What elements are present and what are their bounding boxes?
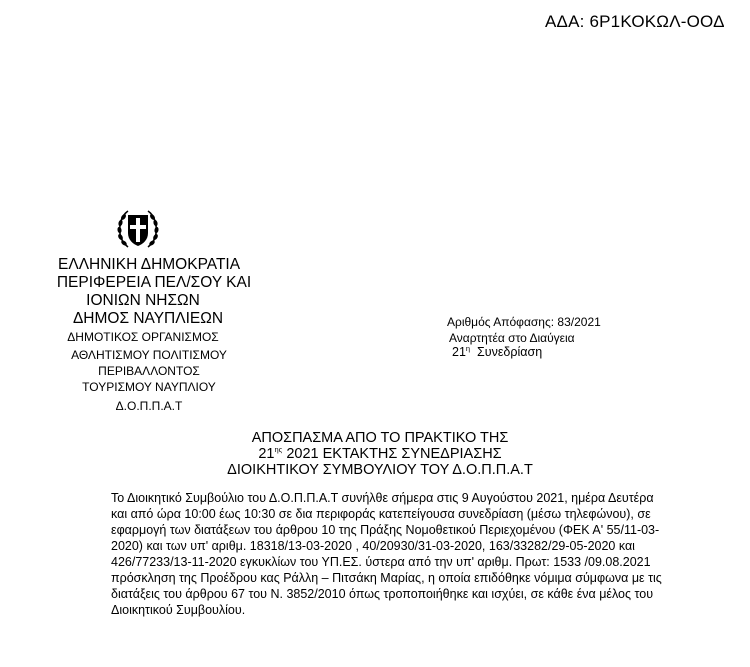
title-line-3: ΔΙΟΙΚΗΤΙΚΟΥ ΣΥΜΒΟΥΛΙΟΥ ΤΟΥ Δ.Ο.Π.Π.Α.Τ bbox=[227, 462, 533, 478]
title-line-2: $21^{\eta\varsigma}$ 2021 ΕΚΤΑΚΤΗΣ ΣΥΝΕΔΡΙΑΣΗΣ bbox=[258, 445, 502, 462]
posting-note: Αναρτητέα στο Διαύγεια bbox=[449, 331, 575, 345]
ada-code: ΑΔΑ: 6Ρ1ΚΟΚΩΛ-ΟΟΔ bbox=[545, 12, 725, 31]
body-line: Διοικητικού Συμβουλίου. bbox=[111, 603, 246, 617]
header-line-4: ΔΗΜΟΣ ΝΑΥΠΛΙΕΩΝ bbox=[72, 310, 224, 327]
header-line-7: ΠΕΡΙΒΑΛΛΟΝΤΟΣ bbox=[98, 364, 200, 378]
header-line-8: ΤΟΥΡΙΣΜΟΥ ΝΑΥΠΛΙΟΥ bbox=[82, 380, 216, 394]
header-line-2: ΠΕΡΙΦΕΡΕΙΑ ΠΕΛ/ΣΟΥ ΚΑΙ bbox=[56, 274, 252, 291]
session-number: $21^\eta$ Συνεδρίαση bbox=[452, 343, 543, 359]
body-line: 2020) και των υπ' αριθμ. 18318/13-03-2020 , 40/20930/31-03-2020, 163/33282/29-05-2020 και bbox=[111, 539, 635, 553]
title-line-1: ΑΠΟΣΠΑΣΜΑ ΑΠΟ ΤΟ ΠΡΑΚΤΙΚΟ ΤΗΣ bbox=[251, 430, 509, 446]
body-line: 426/77233/13-11-2020 εγκυκλίων του ΥΠ.ΕΣ. ύστερα από την υπ' αριθμ. Πρωτ: 1533 /09.08.2021 bbox=[111, 555, 651, 569]
greek-coat-of-arms-icon bbox=[116, 207, 160, 253]
body-line: και από ώρα 10:00 έως 10:30 σε δια περιφοράς κατεπείγουσα συνεδρίαση (μέσω τηλεφώνου), σε bbox=[111, 507, 651, 521]
body-paragraph bbox=[111, 490, 706, 618]
body-line: Το Διοικητικό Συμβούλιο του Δ.Ο.Π.Π.Α.Τ συνήλθε σήμερα στις 9 Αυγούστου 2021, ημέρα Δευτέρα bbox=[111, 491, 654, 505]
header-line-3: ΙΟΝΙΩΝ ΝΗΣΩΝ bbox=[86, 292, 200, 309]
header-line-6: ΑΘΛΗΤΙΣΜΟΥ ΠΟΛΙΤΙΣΜΟΥ bbox=[71, 348, 227, 362]
header-line-1: ΕΛΛΗΝΙΚΗ ΔΗΜΟΚΡΑΤΙΑ bbox=[58, 256, 241, 273]
header-line-9: Δ.Ο.Π.Π.Α.Τ bbox=[115, 399, 183, 413]
header-line-5: ΔΗΜΟΤΙΚΟΣ ΟΡΓΑΝΙΣΜΟΣ bbox=[67, 330, 219, 344]
decision-number: Αριθμός Απόφασης: 83/2021 bbox=[447, 315, 601, 329]
body-line: εφαρμογή των διατάξεων του άρθρου 10 της Πράξης Νομοθετικού Περιεχομένου (ΦΕΚ Α' 55/11-03- bbox=[111, 523, 660, 537]
body-line: πρόσκληση της Προέδρου κας Ράλλη – Πιτσάκη Μαρίας, η οποία επιδόθηκε νόμιμα σύμφωνα με τις bbox=[111, 571, 662, 585]
body-line: διατάξεις του άρθρου 67 του Ν. 3852/2010 όπως τροποποιήθηκε και ισχύει, σε κάθε ένα μέλος του bbox=[111, 587, 654, 601]
